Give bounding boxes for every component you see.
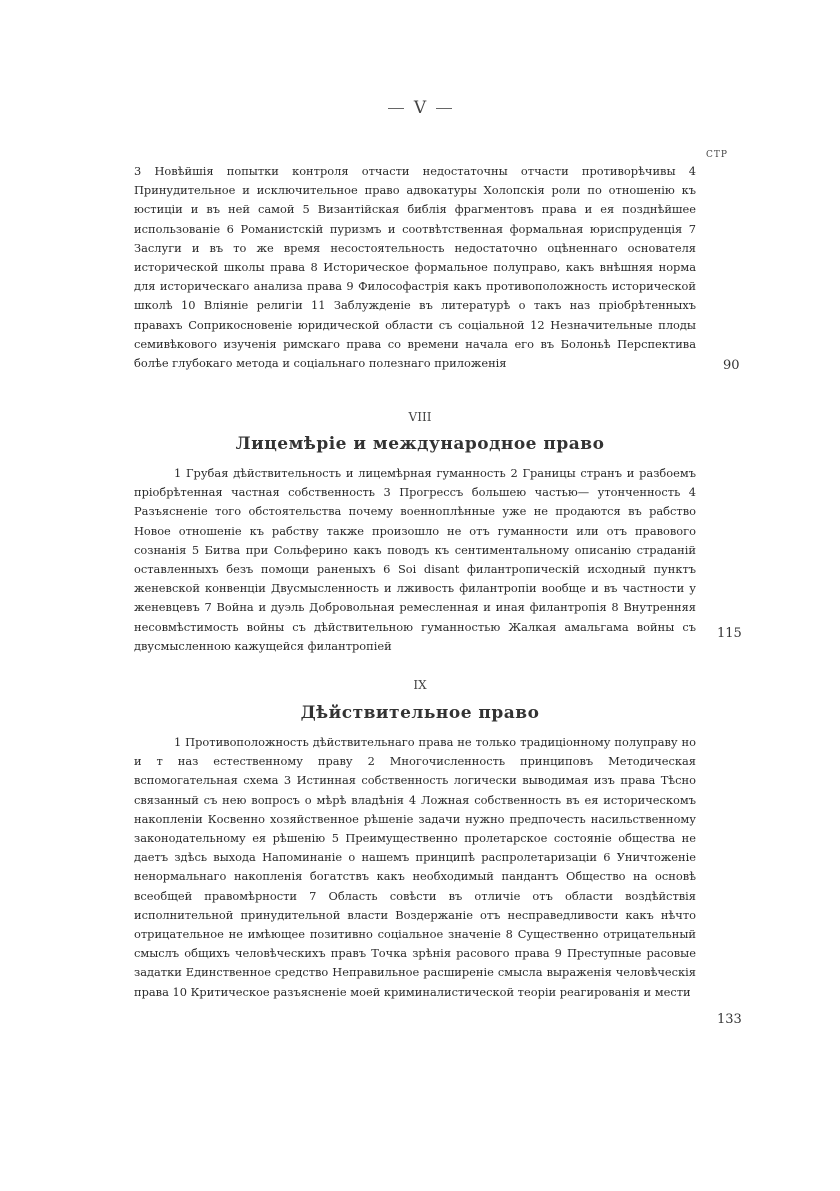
- entry-text: 3 Новѣйшія попытки контроля отчасти недостаточны отчасти противорѣчивы 4 Принудительное и исключительное право адвокатуры Холопскія роли по отношенію къ юстиціи и въ ней самой 5 Византійская библія фрагментовъ права и ея позднѣйшее использованіе 6 Романистскій пуризмъ и соотвѣтственная формальная юриспруденція 7 Заслуги и въ то же время несостоятельность недостаточно оцѣненнаго основателя исторической школы права 8 Историческое формальное полуправо, какъ внѣшняя норма для историческаго анализа права 9 Философастрія какъ противоположность исторической школѣ 10 Вліяніе религіи 11 Заблужденіе въ литературѣ о такъ наз пріобрѣтенныхъ правахъ Соприкосновеніе юридической области съ соціальной 12 Незначительные плоды семивѣкового изученія римскаго права со времени начала его въ Болоньѣ Перспектива болѣе глубокаго метода и соціальнаго полезнаго приложенія: [134, 164, 696, 371]
- page-number-continuation: 90: [723, 358, 740, 373]
- header-dash-right: [436, 108, 452, 109]
- page-header: [0, 98, 840, 118]
- page-column-label: СТР: [706, 150, 728, 160]
- page-number-chapter-ix: 133: [717, 1012, 742, 1027]
- entry-text: 1 Противоположность дѣйствительнаго права не только традиціонному полуправу но и т наз естественному праву 2 Многочисленность принциповъ Методическая вспомогательная схема 3 Истинная собственность логически выводимая изъ права Тѣсно связанный съ нею вопросъ о мѣрѣ владѣнія 4 Ложная собственность въ ея историческомъ накопленіи Косвенно хозяйственное рѣшеніе задачи нужно предпочесть насильственному законодательному ея рѣшенію 5 Преимущественно пролетарское состояніе общества не даетъ здѣсь выхода Напоминаніе о нашемъ принципѣ распролетаризаціи 6 Уничтоженіе ненормальнаго накопленія богатствъ какъ необходимый пандантъ Общество на основѣ всеобщей правомѣрности 7 Область совѣсти въ отличіе отъ области воздѣйствія исполнительной принудительной власти Воздержаніе отъ несправедливости какъ нѣчто отрицательное не имѣющее позитивно соціальное значеніе 8 Существенно отрицательный смыслъ общихъ человѣческихъ правъ Точка зрѣнія расового права 9 Преступные расовые задатки Единственное средство Неправильное расширеніе смысла выраженія человѣческія права 10 Критическое разъясненіе моей криминалистической теоріи реагированія и мести: [134, 735, 696, 999]
- toc-entry-continuation: [134, 162, 696, 373]
- entry-text: 1 Грубая дѣйствительность и лицемѣрная гуманность 2 Границы странъ и разбоемъ пріобрѣтенная частная собственность 3 Прогрессъ большею частью— утонченность 4 Разъясненіе того обстоятельства почему военноплѣнные уже не продаются въ рабство Новое отношеніе къ рабству также произошло не отъ гуманности или отъ правового сознанія 5 Битва при Сольферино какъ поводъ къ сентиментальному описанію страданій оставленныхъ безъ помощи раненыхъ 6 Soi disant филантропическій исходный пунктъ женевской конвенціи Двусмысленность и лживость филантропіи вообще и въ частности у женевцевъ 7 Война и дуэль Добровольная ремесленная и иная филантропія 8 Внутренняя несовмѣстимость войны съ дѣйствительною гуманностью Жалкая амальгама войны съ двусмысленною кажущейся филантропіей: [134, 466, 696, 653]
- chapter-title-viii: Лицемѣріе и международное право: [235, 434, 605, 454]
- header-dash-left: [388, 108, 404, 109]
- toc-entry-chapter-viii: [134, 464, 696, 656]
- toc-entry-chapter-ix: [134, 733, 696, 1002]
- chapter-numeral-viii: VIII: [408, 410, 432, 424]
- chapter-numeral-ix: IX: [413, 678, 427, 692]
- header-roman-numeral: V: [413, 98, 427, 118]
- chapter-title-ix: Дѣйствительное право: [300, 703, 540, 723]
- page-number-chapter-viii: 115: [717, 626, 742, 641]
